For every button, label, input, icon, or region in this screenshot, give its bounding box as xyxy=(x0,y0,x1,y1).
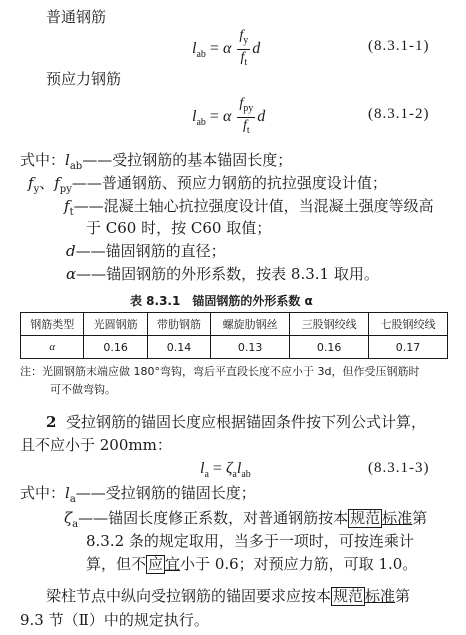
paragraph-3-line1 xyxy=(46,585,410,606)
table-cell: 0.14 xyxy=(147,336,210,359)
table-row xyxy=(21,336,448,359)
definition-prefix: 式中： xyxy=(20,151,66,169)
definition-la-text: ——受拉钢筋的锚固长度； xyxy=(75,484,256,502)
table-header-cell: 三股钢绞线 xyxy=(290,313,369,336)
equation-1: $l_{ab} = \alpha$ $\frac{f_y}{f_t}$ d xyxy=(192,28,261,68)
definition-zeta-line3 xyxy=(86,553,417,574)
definition-zeta-text-end: 第 xyxy=(412,509,428,527)
table-header-row xyxy=(21,313,448,336)
definition-zeta-line2: 8.3.2 条的规定取用，当多于一项时，可按连乘计 xyxy=(86,532,414,550)
revision-inserted-text: 标准 xyxy=(365,587,396,605)
table-cell: α xyxy=(21,336,84,359)
table-cell: 0.16 xyxy=(290,336,369,359)
definition-zeta-text: 算，但不 xyxy=(86,555,147,573)
paragraph-2-line1 xyxy=(46,411,426,432)
equation-3: $l_a = \zeta_al_{ab}$ xyxy=(200,460,251,481)
table-cell: 0.16 xyxy=(84,336,147,359)
paragraph-2-text: 受拉钢筋的锚固长度应根据锚固条件按下列公式计算， xyxy=(65,413,426,431)
definition-la: 式中：$l_a——$受拉钢筋的锚固长度； xyxy=(20,484,256,505)
table-cell: 0.17 xyxy=(369,336,448,359)
definition-alpha: α——锚固钢筋的外形系数，按表 8.3.1 取用。 xyxy=(66,265,379,283)
definition-lab: 式中：$l_{ab}——$受拉钢筋的基本锚固长度； xyxy=(20,151,293,172)
definition-lab-text: ——受拉钢筋的基本锚固长度； xyxy=(82,151,293,169)
equation-2-number: (8.3.1-2) xyxy=(368,106,430,122)
definition-zeta-line1: $\zeta_a——$锚固长度修正系数，对普通钢筋按本 规范 标准第 xyxy=(64,509,428,530)
table-cell: 0.13 xyxy=(211,336,290,359)
definition-d: d——锚固钢筋的直径； xyxy=(66,242,226,260)
definition-zeta-text-end: 小于 0.6；对预应力筋，可取 1.0。 xyxy=(180,555,418,573)
definition-fy-text: ——普通钢筋、预应力钢筋的抗拉强度设计值； xyxy=(71,174,387,192)
definition-prefix: 式中： xyxy=(20,484,66,502)
definition-ft: $f_t——$混凝土轴心抗拉强度设计值，当混凝土强度等级高 xyxy=(64,197,434,218)
table-header-cell: 光圆钢筋 xyxy=(84,313,147,336)
paragraph-3-text-end: 第 xyxy=(395,587,411,605)
table-note-line1: 注：光圆钢筋末端应做 180°弯钩，弯后平直段长度不应小于 3d，但作受压钢筋时 xyxy=(20,365,420,378)
definition-d-text: ——锚固钢筋的直径； xyxy=(75,242,226,260)
table-header-cell: 螺旋肋钢丝 xyxy=(211,313,290,336)
definition-ft-text: ——混凝土轴心抗拉强度设计值，当混凝土强度等级高 xyxy=(73,197,434,215)
table-header-cell: 钢筋类型 xyxy=(21,313,84,336)
revision-box-deleted: 应 xyxy=(148,555,164,573)
revision-inserted-text: 宜 xyxy=(165,555,181,573)
equation-3-number: (8.3.1-3) xyxy=(368,460,430,476)
coefficient-table xyxy=(20,312,448,359)
heading-plain-bar: 普通钢筋 xyxy=(46,8,107,26)
paragraph-2-line2: 且不应小于 200mm： xyxy=(20,436,172,454)
paragraph-3-text: 梁柱节点中纵向受拉钢筋的锚固要求应按本 xyxy=(46,587,332,605)
equation-1-number: (8.3.1-1) xyxy=(368,38,430,54)
definition-alpha-text: ——锚固钢筋的外形系数，按表 8.3.1 取用。 xyxy=(76,265,379,283)
definition-zeta-text: ——锚固长度修正系数，对普通钢筋按本 xyxy=(78,509,349,527)
definition-ft-line2: 于 C60 时，按 C60 取值； xyxy=(86,219,272,237)
paragraph-number: 2 xyxy=(46,413,57,431)
heading-prestressed-bar: 预应力钢筋 xyxy=(46,70,122,88)
table-header-cell: 七股钢绞线 xyxy=(369,313,448,336)
revision-box-deleted: 规范 xyxy=(333,587,364,605)
table-caption: 表 8.3.1 锚固钢筋的外形系数 α xyxy=(130,294,313,308)
equation-2: $l_{ab} = \alpha$ $\frac{f_{py}}{f_t}$ d xyxy=(192,96,266,136)
definition-fy: $f_y$、$f_{py}——$普通钢筋、预应力钢筋的抗拉强度设计值； xyxy=(28,174,387,195)
table-note-line2: 可不做弯钩。 xyxy=(50,383,116,396)
paragraph-3-line2: 9.3 节（Ⅱ）中的规定执行。 xyxy=(20,611,209,629)
revision-inserted-text: 标准 xyxy=(382,509,413,527)
table-header-cell: 带肋钢筋 xyxy=(147,313,210,336)
revision-box-deleted: 规范 xyxy=(350,509,381,527)
